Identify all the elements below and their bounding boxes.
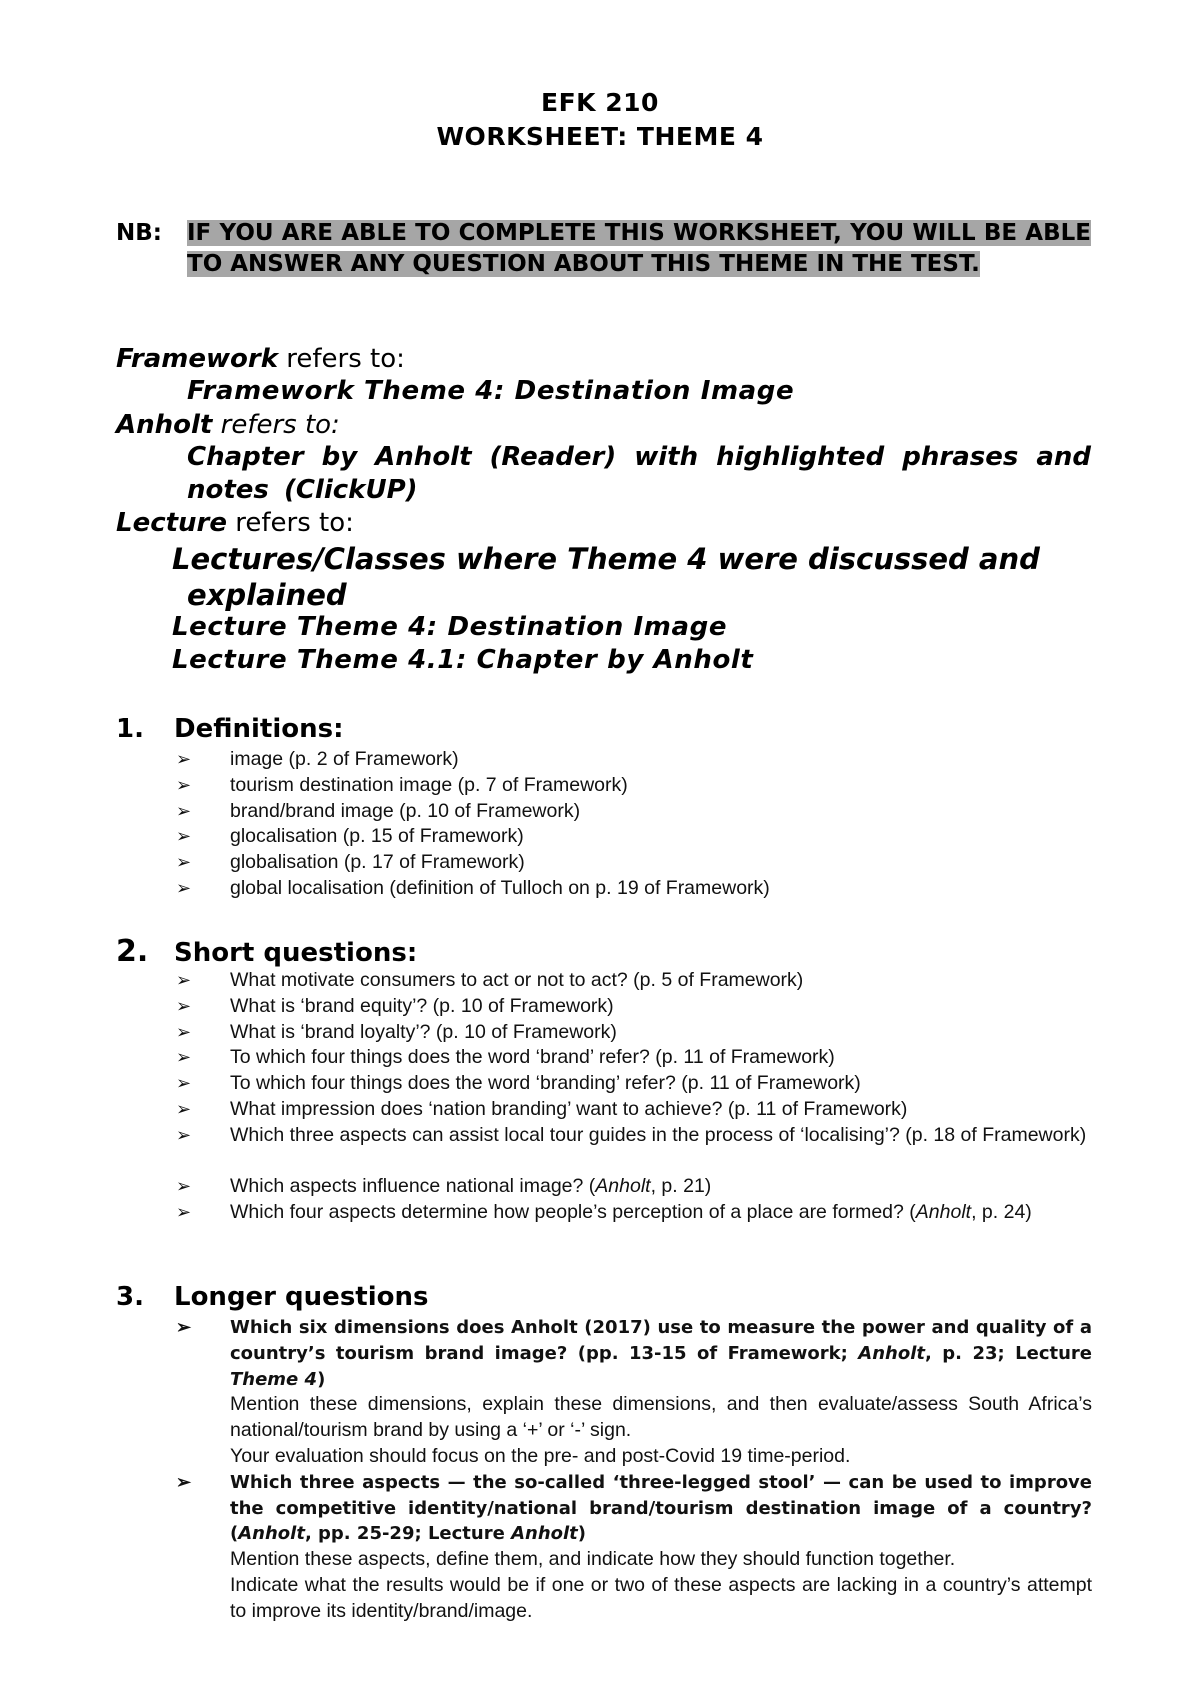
question-emphasis: Anholt (238, 1523, 305, 1545)
list-item (172, 1097, 1092, 1123)
course-code: EFK 210 (541, 88, 659, 117)
question-instruction: Your evaluation should focus on the pre- and post-Covid 19 time-period. (230, 1444, 851, 1467)
list-item-text: What impression does ‘nation branding’ want to achieve? (p. 11 of Framework) (230, 1097, 908, 1120)
list-item-emphasis: Anholt (915, 1201, 972, 1224)
list-item-text: Which three aspects can assist local tour guides in the process of ‘localising’? (p. 18 of Framework) (230, 1123, 1087, 1146)
list-item (172, 1470, 1092, 1625)
anholt-source: Chapter by Anholt (Reader) with highlighted phrases and notes (ClickUP) (187, 442, 1091, 505)
list-item-text: Which four aspects determine how people’s perception of a place are formed? ( (230, 1201, 916, 1224)
anholt-refers: refers to: (212, 410, 340, 440)
arrow-bullet-icon: ➢ (176, 1176, 192, 1197)
question-instruction: Mention these dimensions, explain these dimensions, and then evaluate/assess South Africa’s national/tourism brand by using a ‘+’ or ‘-’ sign. (230, 1393, 1092, 1442)
nb-notice (187, 218, 1091, 280)
list-item-text: image (p. 2 of Framework) (230, 748, 459, 770)
list-item (172, 876, 1092, 902)
lecture-refers: refers to: (227, 508, 354, 538)
section-number: 2. (116, 934, 149, 969)
lecture-reference (116, 508, 354, 538)
arrow-bullet-icon: ➢ (176, 1124, 192, 1145)
list-item-text: glocalisation (p. 15 of Framework) (230, 825, 524, 848)
framework-reference (116, 344, 405, 374)
arrow-bullet-icon: ➢ (176, 1047, 192, 1068)
list-item (172, 799, 1092, 825)
question-text: , p. 23; Lecture (925, 1342, 1092, 1364)
lecture-source-1-text: Lectures/Classes where Theme 4 were discussed and explained (172, 542, 1040, 612)
list-item (172, 773, 1092, 799)
lecture-source-2: Lecture Theme 4: Destination Image (172, 612, 728, 642)
longer-questions-heading (116, 1282, 428, 1312)
arrow-bullet-icon: ➢ (176, 1073, 192, 1094)
longer-questions-list (172, 1315, 1092, 1625)
arrow-bullet-icon: ➢ (176, 800, 192, 821)
list-item (172, 1174, 1092, 1200)
lecture-source-1 (172, 541, 1092, 613)
arrow-bullet-icon: ➢ (176, 970, 192, 990)
list-item (172, 850, 1092, 876)
list-item-text: brand/brand image (p. 10 of Framework) (230, 799, 581, 822)
question-text: Which six dimensions does Anholt (2017) use to measure the power and quality of a country’s tourism brand image? (pp. 13-15 of Framework; (230, 1317, 1092, 1364)
longer-question-2 (230, 1470, 1092, 1547)
arrow-bullet-icon: ➢ (176, 852, 192, 873)
list-item-text: What is ‘brand equity’? (p. 10 of Framework) (230, 994, 614, 1017)
question-instruction: Mention these aspects, define them, and indicate how they should function together. (230, 1548, 956, 1571)
section-title: Definitions: (174, 714, 344, 744)
question-instruction: Indicate what the results would be if one or two of these aspects are lacking in a country’s attempt to improve its identity/brand/image. (230, 1573, 1092, 1622)
section-number: 1. (116, 714, 144, 744)
page-title: WORKSHEET: THEME 4 (436, 122, 764, 151)
list-item (172, 1315, 1092, 1470)
question-text: , pp. 25-29; Lecture (304, 1523, 512, 1545)
list-item (172, 1045, 1092, 1071)
question-text: Which three aspects — the so-called ‘three-legged stool’ — can be used to improve the competitive identity/national brand/tourism destination image of a country? ( (230, 1471, 1092, 1545)
list-item (172, 747, 1092, 773)
list-item-text: To which four things does the word ‘brand’ refer? (p. 11 of Framework) (230, 1046, 835, 1069)
longer-question-1 (230, 1315, 1092, 1392)
nb-highlight-text: IF YOU ARE ABLE TO COMPLETE THIS WORKSHEET, YOU WILL BE ABLE TO ANSWER ANY QUESTION ABOUT THIS THEME IN THE TEST. (187, 220, 1091, 277)
section-title: Short questions: (174, 938, 418, 968)
list-item-text: , p. 24) (971, 1201, 1032, 1224)
short-questions-list (172, 968, 1092, 1252)
lecture-source-3: Lecture Theme 4.1: Chapter by Anholt (172, 645, 754, 675)
question-emphasis: Theme 4 (230, 1368, 318, 1390)
list-item-text: What motivate consumers to act or not to act? (p. 5 of Framework) (230, 969, 804, 991)
arrow-bullet-icon: ➢ (176, 749, 192, 769)
arrow-bullet-icon: ➢ (176, 1021, 192, 1042)
section-number: 3. (116, 1282, 144, 1312)
list-item (172, 1071, 1092, 1097)
list-item (172, 824, 1092, 850)
nb-label: NB: (116, 220, 162, 246)
list-item (172, 1200, 1092, 1252)
list-item-text: tourism destination image (p. 7 of Framework) (230, 773, 628, 796)
short-questions-heading (116, 934, 417, 969)
list-item-text: To which four things does the word ‘branding’ refer? (p. 11 of Framework) (230, 1072, 861, 1095)
anholt-term: Anholt (116, 410, 213, 440)
arrow-bullet-icon: ➢ (176, 1471, 192, 1492)
arrow-bullet-icon: ➢ (176, 774, 192, 795)
list-item-emphasis: Anholt (595, 1175, 651, 1198)
question-emphasis: Anholt (511, 1523, 578, 1545)
definitions-heading (116, 714, 344, 744)
question-emphasis: Anholt (858, 1342, 925, 1364)
definitions-list (172, 747, 1092, 902)
section-title: Longer questions (174, 1282, 429, 1312)
anholt-reference (116, 410, 340, 440)
list-item (172, 1020, 1092, 1046)
framework-source: Framework Theme 4: Destination Image (187, 376, 795, 406)
list-item-text: What is ‘brand loyalty’? (p. 10 of Framework) (230, 1020, 617, 1043)
framework-refers: refers to: (278, 344, 405, 374)
list-item-text: global localisation (definition of Tulloch on p. 19 of Framework) (230, 876, 770, 899)
arrow-bullet-icon: ➢ (176, 1202, 192, 1223)
arrow-bullet-icon: ➢ (176, 995, 192, 1016)
list-item (172, 994, 1092, 1020)
question-text: ) (317, 1368, 326, 1390)
arrow-bullet-icon: ➢ (176, 1317, 192, 1337)
arrow-bullet-icon: ➢ (176, 1098, 192, 1119)
list-item (172, 1123, 1092, 1175)
list-item-text: globalisation (p. 17 of Framework) (230, 851, 525, 874)
framework-term: Framework (116, 344, 278, 374)
arrow-bullet-icon: ➢ (176, 826, 192, 847)
list-item-text: , p. 21) (650, 1175, 712, 1198)
list-item (172, 968, 1092, 994)
question-text: ) (577, 1523, 587, 1545)
lecture-term: Lecture (116, 508, 228, 538)
arrow-bullet-icon: ➢ (176, 877, 192, 898)
list-item-text: Which aspects influence national image? ( (230, 1175, 596, 1198)
